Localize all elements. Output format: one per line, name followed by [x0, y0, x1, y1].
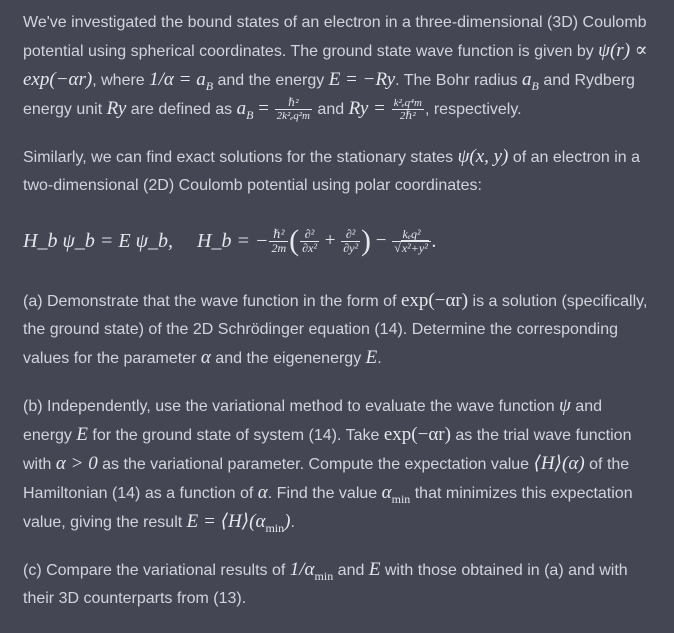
sqrt-content: x²+y² [401, 240, 428, 255]
text: and the energy [213, 72, 329, 89]
math-sub: min [265, 520, 285, 535]
math-rydberg-def: Ry = [348, 98, 391, 119]
math-wavefunction: ψ(r) ∝ exp(−αr) [23, 40, 648, 90]
math-bohr-radius [522, 69, 539, 93]
math-sub: B [205, 78, 214, 93]
text: . The Bohr radius [395, 72, 523, 89]
fraction-denominator: 2k²ₑq²m [276, 110, 310, 123]
text: . [290, 514, 295, 531]
text: and the eigenenergy [210, 350, 366, 367]
text: . [377, 350, 382, 367]
math-alpha-bohr [149, 69, 214, 93]
math-rydberg: Ry [106, 98, 127, 119]
fraction-denominator: 2m [271, 240, 287, 255]
paragraph-part-b [23, 392, 651, 537]
text: of the Hamiltonian (14) as a function of [23, 456, 630, 502]
math-sub: B [531, 78, 539, 93]
fraction-denominator [392, 242, 431, 255]
fraction-hbar [269, 228, 288, 255]
sqrt-symbol: √ [394, 240, 401, 255]
text: that minimizes this expectation value, giving the result [23, 485, 633, 531]
text: is a solution (specifically, the ground state) of the 2D Schrödinger equation (14). Determine the corresponding values for the parameter [23, 293, 648, 367]
paragraph-intro [23, 9, 651, 124]
math-part: E = ⟨H⟩(α [186, 511, 266, 532]
fraction-denominator: ∂y² [343, 240, 359, 255]
math-e: E [365, 347, 378, 368]
text: , where [92, 72, 150, 89]
text: We've investigated the bound states of an electron in a three-dimensional (3D) Coulomb potential using spherical coordinates. The ground state wave function is given by [23, 14, 647, 60]
math-part: ) [284, 511, 291, 532]
text: and [333, 562, 369, 579]
fraction-dy [341, 228, 360, 255]
text: with those obtained in (a) and with their 3D counterparts from (13). [23, 562, 628, 607]
math-sub: min [391, 491, 411, 506]
math-exp: exp(−αr) [383, 424, 451, 445]
fraction-numerator: kₑq² [392, 228, 431, 242]
math-expectation: ⟨H⟩(α) [533, 453, 585, 474]
fraction-denominator: ∂x² [302, 240, 317, 255]
text: Similarly, we can find exact solutions for the stationary states [23, 149, 458, 166]
fraction-numerator: ∂² [341, 228, 360, 242]
text: (c) Compare the variational results of [23, 562, 290, 579]
math-result [186, 511, 291, 535]
math-sub: B [246, 107, 254, 122]
math-e: E [76, 424, 88, 445]
fraction-numerator: k²ₑq⁴m [393, 97, 422, 110]
math-sub: min [314, 568, 334, 583]
left-paren: ( [289, 224, 300, 257]
fraction-bohr [275, 97, 312, 122]
text: . Find the value [267, 485, 382, 502]
math-part: 1/α = a [149, 69, 206, 90]
plus-sign: + [319, 230, 341, 251]
math-part: = [253, 98, 274, 119]
fraction-numerator: ℏ² [275, 97, 312, 110]
equation-lhs: H_b ψ_b = E ψ_b, [23, 230, 173, 252]
text: (b) Independently, use the variational method to evaluate the wave function [23, 398, 560, 415]
text: as the trial wave function with [23, 427, 632, 473]
text: and energy [23, 398, 602, 444]
text: , respectively. [424, 101, 522, 118]
paragraph-part-a [23, 287, 651, 373]
math-psi-xy: ψ(x, y) [457, 146, 509, 167]
equation-hb: H_b = − [197, 230, 269, 252]
math-inv-alpha-min [289, 559, 334, 583]
math-bohr-def [236, 98, 274, 122]
text: of an electron in a two-dimensional (2D) Coulomb potential using polar coordinates: [23, 149, 641, 194]
fraction-coulomb [392, 228, 431, 255]
paragraph-2d [23, 143, 651, 200]
math-part: α [381, 482, 392, 503]
math-alpha-positive: α > 0 [55, 453, 98, 474]
math-alpha-min [381, 482, 411, 506]
text: and Rydberg energy unit [23, 72, 635, 118]
text: are defined as [126, 101, 237, 118]
text: as the variational parameter. Compute the expectation value [97, 456, 534, 473]
paragraph-part-c [23, 556, 651, 613]
right-paren: ) [361, 224, 372, 257]
minus-sign: − [371, 230, 392, 251]
math-alpha: α [200, 347, 211, 368]
math-e: E [368, 559, 381, 580]
fraction-denominator: 2ℏ² [399, 110, 416, 123]
math-part: a [522, 69, 532, 90]
fraction-numerator: ∂² [300, 228, 319, 242]
period: . [431, 230, 437, 252]
math-part: a [236, 98, 247, 119]
equation-hamiltonian [23, 219, 651, 263]
math-alpha: α [257, 482, 268, 503]
math-psi: ψ [559, 395, 571, 416]
math-exp: exp(−αr) [400, 290, 469, 311]
text: and [312, 101, 349, 118]
math-part: 1/α [289, 559, 315, 580]
fraction-dx [300, 228, 319, 255]
text: (a) Demonstrate that the wave function in the form of [23, 293, 401, 310]
text: for the ground state of system (14). Take [87, 427, 384, 444]
fraction-rydberg [392, 97, 424, 122]
fraction-numerator: ℏ² [269, 228, 288, 242]
math-energy: E = −Ry [328, 69, 396, 90]
